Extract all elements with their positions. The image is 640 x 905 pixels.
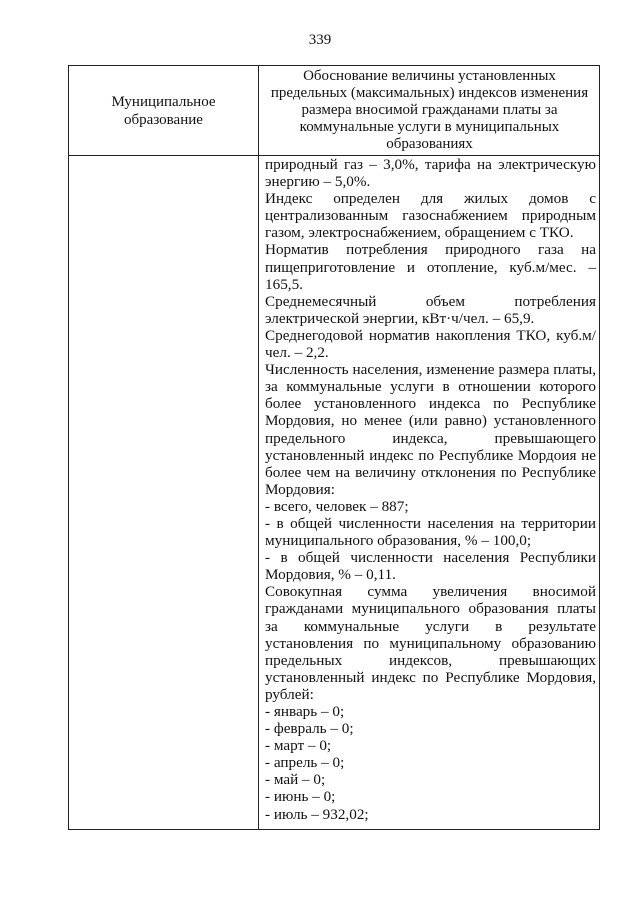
paragraph: природный газ – 3,0%, тарифа на электрическую энергию – 5,0%.	[265, 156, 596, 191]
list-item: - февраль – 0;	[265, 720, 354, 738]
list-item: - май – 0;	[265, 771, 326, 789]
list-item: - март – 0;	[265, 737, 332, 755]
header-municipality: Муниципальное образование	[111, 93, 216, 128]
paragraph: Норматив потребления природного газа на пищеприготовление и отопление, куб.м/мес. – 165,5.	[265, 241, 596, 293]
paragraph: Индекс определен для жилых домов с централизованным газоснабжением природным газом, электроснабжением, обращением с ТКО.	[265, 190, 596, 242]
list-item: - в общей численности населения на территории муниципального образования, % – 100,0;	[265, 514, 596, 550]
list-item: - в общей численности населения Республики Мордовия, % – 0,11.	[265, 549, 596, 584]
document-table	[68, 65, 600, 830]
paragraph: Среднегодовой норматив накопления ТКО, куб.м/чел. – 2,2.	[265, 326, 596, 362]
page-number: 339	[308, 32, 332, 48]
justification-cell	[259, 156, 600, 823]
paragraph: Среднемесячный объем потребления электрической энергии, кВт·ч/чел. – 65,9.	[265, 292, 596, 327]
paragraph: Численность населения, изменение размера платы, за коммунальные услуги в отношении которого более установленного индекса по Республике Мордовия, но менее (или равно) установленного предельного индекса, превышающего установленный индекс по Республике Мордоия не более чем на величину отклонения по Республике Мордовия:	[265, 361, 596, 498]
list-item: - январь – 0;	[265, 703, 345, 720]
list-item: - всего, человек – 887;	[265, 497, 409, 515]
header-justification: Обоснование величины установленных предельных (максимальных) индексов изменения размера вносимой гражданами платы за коммунальные услуги в муниципальных образованиях	[270, 68, 589, 152]
list-item: - июль – 932,02;	[265, 805, 369, 823]
list-item: - июнь – 0;	[265, 788, 336, 806]
list-item: - апрель – 0;	[265, 754, 345, 772]
paragraph: Совокупная сумма увеличения вносимой гражданами муниципального образования платы за коммунальные услуги в результате установления по муниципальному образованию предельных индексов, превышающих установленный индекс по Республике Мордовия, рублей:	[265, 583, 596, 703]
